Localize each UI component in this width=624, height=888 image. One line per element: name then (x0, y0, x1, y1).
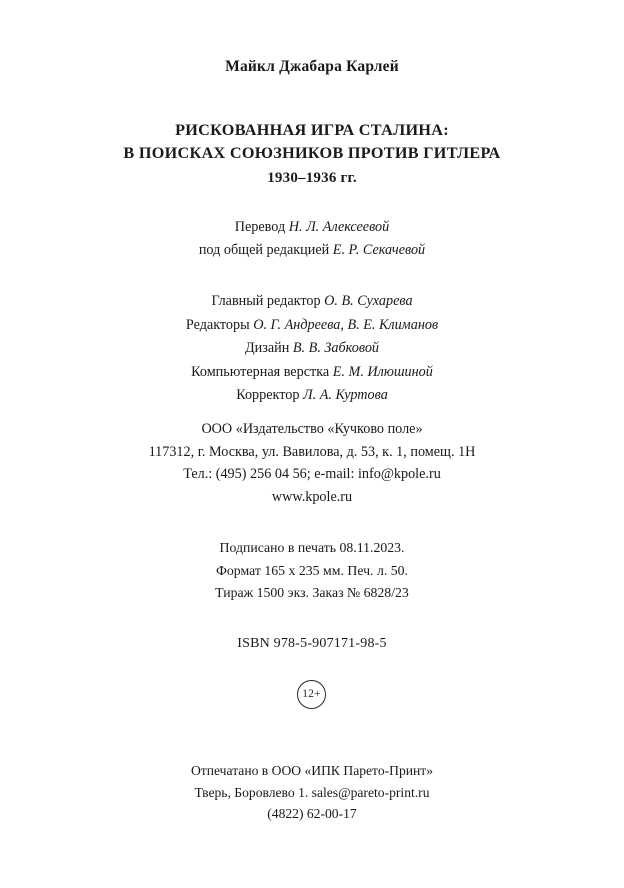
book-title-block (0, 119, 624, 190)
translation-credits-block (0, 216, 624, 262)
editorial-staff-block (0, 290, 624, 408)
staff-line-proofreader (0, 384, 624, 408)
staff-name: Е. М. Илюшиной (332, 363, 433, 380)
staff-name: Л. А. Куртова (303, 387, 388, 403)
staff-line-design (0, 337, 624, 361)
translator-line (0, 216, 624, 239)
printer-name: Отпечатано в ООО «ИПК Парето-Принт» (190, 763, 434, 778)
printing-house-block (0, 760, 624, 825)
publisher-contact: Тел.: (495) 256 04 56; e-mail: info@kpole.ru (183, 466, 441, 482)
isbn-block (0, 636, 624, 652)
age-rating-label: 12+ (302, 687, 321, 700)
staff-role: Редакторы (185, 316, 254, 333)
imprint-print-run: Тираж 1500 экз. Заказ № 6828/23 (215, 585, 409, 600)
general-editor-role: под общей редакцией (198, 242, 333, 258)
title-line-2: В ПОИСКАХ СОЮЗНИКОВ ПРОТИВ ГИТЛЕРА (123, 144, 501, 162)
title-line-1: РИСКОВАННАЯ ИГРА СТАЛИНА: (175, 121, 449, 139)
staff-role: Компьютерная верстка (191, 363, 333, 380)
staff-name: О. В. Сухарева (324, 293, 413, 309)
title-years: 1930–1936 гг. (267, 170, 357, 186)
staff-line-chief-editor (0, 290, 624, 314)
general-editor-name: Е. Р. Секачевой (332, 242, 426, 258)
imprint-format: Формат 165 x 235 мм. Печ. л. 50. (216, 562, 408, 578)
author-block (0, 58, 624, 76)
publisher-address: 117312, г. Москва, ул. Вавилова, д. 53, к. 1, помещ. 1Н (148, 443, 476, 460)
staff-line-layout (0, 361, 624, 385)
staff-name: В. В. Забковой (292, 340, 380, 356)
general-editor-line (0, 239, 624, 262)
staff-role: Дизайн (244, 340, 293, 356)
publisher-name: ООО «Издательство «Кучково поле» (201, 421, 423, 437)
printer-address: Тверь, Боровлево 1. sales@pareto-print.ru (194, 784, 430, 800)
staff-role: Корректор (236, 387, 303, 403)
author-name: Майкл Джабара Карлей (225, 58, 399, 75)
printer-phone: (4822) 62-00-17 (267, 806, 357, 821)
imprint-block (0, 537, 624, 605)
staff-line-editors (0, 314, 624, 338)
age-rating-badge (297, 680, 326, 709)
isbn-value: ISBN 978-5-907171-98-5 (237, 636, 387, 651)
translator-name: Н. Л. Алексеевой (288, 219, 390, 235)
staff-name: О. Г. Андреева, В. Е. Климанов (253, 316, 439, 333)
staff-role: Главный редактор (211, 293, 325, 309)
publisher-block (0, 418, 624, 508)
translator-role: Перевод (234, 219, 289, 235)
publisher-website: www.kpole.ru (271, 488, 353, 505)
imprint-signed-date: Подписано в печать 08.11.2023. (219, 540, 405, 555)
